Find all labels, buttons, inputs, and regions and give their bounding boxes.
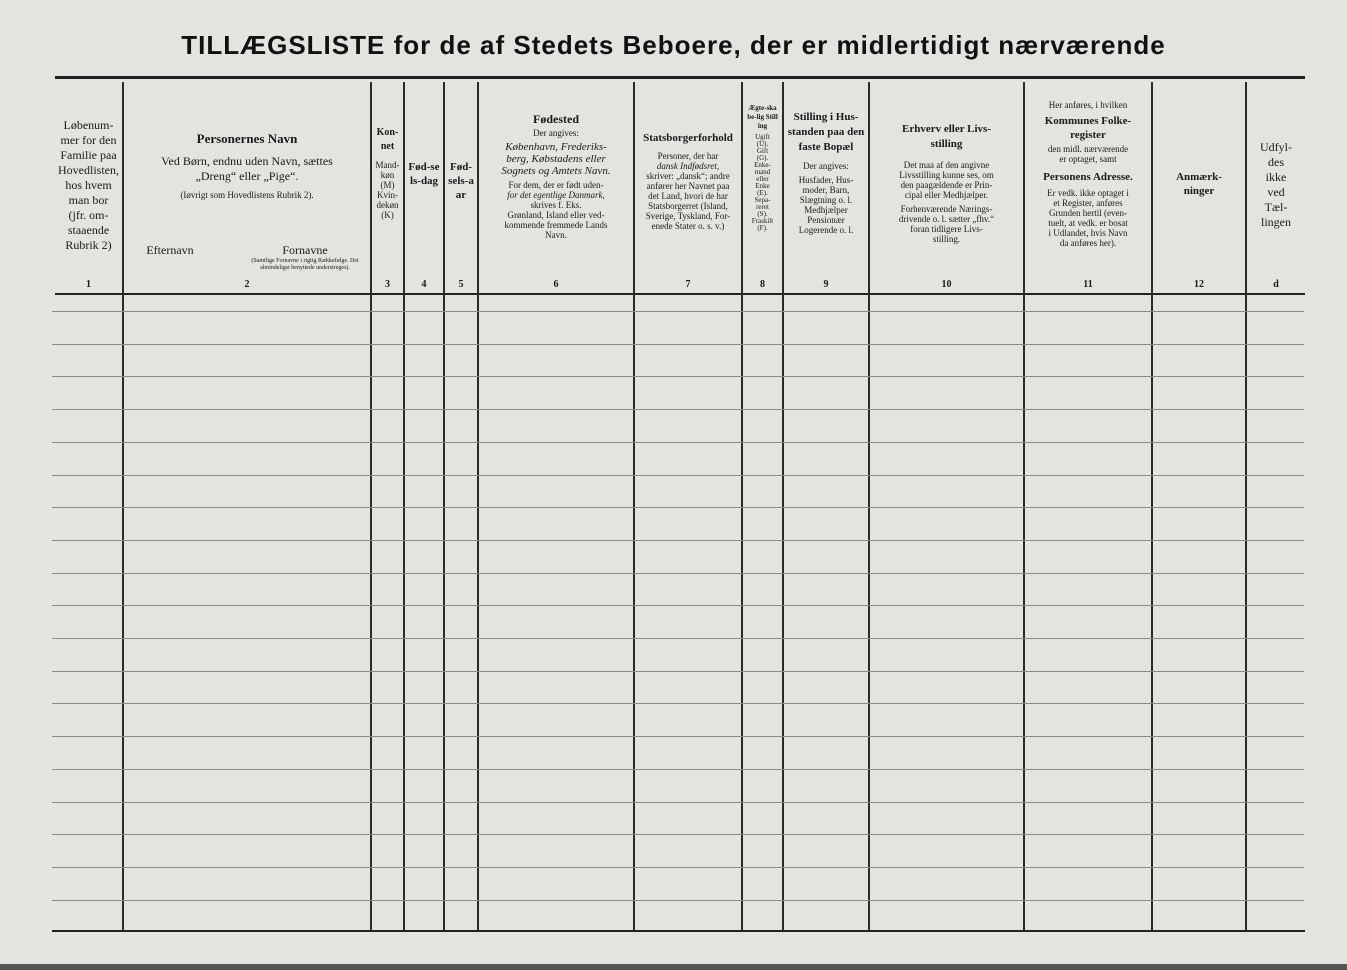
col9-line: Slægtning o. l. bbox=[799, 195, 853, 205]
column-number: 5 bbox=[458, 279, 464, 290]
column-4-header bbox=[405, 160, 443, 350]
col3-line: Mand- bbox=[375, 160, 400, 170]
column-2-header bbox=[124, 132, 370, 322]
col1-line: Hovedlisten, bbox=[58, 163, 119, 177]
col2-note: (Samtlige Fornavne i rigtig Rækkefølge. Det almindeligst benyttede understreges). bbox=[251, 258, 359, 271]
column-d-header bbox=[1247, 140, 1305, 330]
col6-line: København, Frederiks- bbox=[505, 141, 607, 153]
column-11-header bbox=[1025, 100, 1151, 290]
col10-line: cipal eller Medhjælper. bbox=[904, 190, 989, 200]
col4-heading: Fød-sels-dag bbox=[408, 161, 440, 187]
column-8-header bbox=[743, 104, 782, 274]
cold-line: lingen bbox=[1261, 215, 1291, 229]
col9-line: Medhjælper bbox=[804, 205, 848, 215]
col11-line: tuelt, at vedk. er bosat bbox=[1048, 218, 1128, 228]
col10-line: den paagældende er Prin- bbox=[900, 180, 993, 190]
col1-line: mer for den bbox=[60, 133, 117, 147]
row-line bbox=[52, 638, 1304, 639]
col3-line: Kvin- bbox=[377, 190, 398, 200]
column-number: 6 bbox=[553, 279, 559, 290]
row-line bbox=[52, 344, 1304, 345]
column-number: 9 bbox=[823, 279, 829, 290]
col6-line: Der angives: bbox=[533, 128, 579, 138]
col11-line: i Udlandet, hvis Navn bbox=[1048, 228, 1128, 238]
col7-heading: Statsborgerforhold bbox=[643, 132, 733, 144]
col3-line: (M) bbox=[380, 180, 395, 190]
cold-line: Tæl- bbox=[1264, 200, 1288, 214]
col8-line: (U). bbox=[756, 140, 769, 148]
col1-line: hos hvem bbox=[65, 178, 112, 192]
col10-heading: Erhverv eller Livs-stilling bbox=[902, 123, 991, 150]
col11-line: Grunden hertil (even- bbox=[1049, 208, 1127, 218]
col6-line: for det egentlige Danmark, bbox=[507, 190, 605, 200]
col2-line: (Iøvrigt som Hovedlistens Rubrik 2). bbox=[180, 190, 314, 200]
column-number: d bbox=[1273, 279, 1279, 290]
col11-line: et Register, anføres bbox=[1053, 198, 1123, 208]
col11-pre: Her anføres, i hvilken bbox=[1048, 100, 1128, 110]
col7-line: Personer, der har bbox=[657, 151, 719, 161]
col6-heading: Fødested bbox=[533, 112, 579, 126]
col11-line: Er vedk. ikke optaget i bbox=[1047, 188, 1129, 198]
col8-line: (G). bbox=[756, 154, 769, 162]
col11-line: den midl. nærværende bbox=[1047, 144, 1129, 154]
col1-line: Familie paa bbox=[60, 148, 117, 162]
column-12-header bbox=[1153, 170, 1245, 360]
col2-line: „Dreng“ eller „Pige“. bbox=[195, 169, 299, 183]
col3-line: (K) bbox=[381, 210, 394, 220]
col6-line: Grønland, Island eller ved- bbox=[507, 210, 605, 220]
cold-line: ved bbox=[1267, 185, 1285, 199]
col8-line: (E). bbox=[757, 189, 768, 197]
col1-line: Rubrik 2) bbox=[65, 238, 112, 252]
column-number: 1 bbox=[86, 279, 91, 290]
col10-line: drivende o. l. sætter „fhv.“ bbox=[898, 214, 995, 224]
col3-line: køn bbox=[380, 170, 395, 180]
column-number: 4 bbox=[421, 279, 427, 290]
col6-line: skrives f. Eks. bbox=[530, 200, 582, 210]
col11-line: da anføres her). bbox=[1059, 238, 1117, 248]
column-number: 3 bbox=[385, 279, 390, 290]
col6-line: berg, Købstadens eller bbox=[506, 153, 606, 165]
col1-line: (jfr. om- bbox=[68, 208, 109, 222]
scan-edge bbox=[0, 964, 1347, 970]
col3-heading: Kon-net bbox=[376, 127, 399, 152]
col6-line: Sognets og Amtets Navn. bbox=[501, 165, 611, 177]
col7-line: det Land, hvori de har bbox=[648, 191, 728, 201]
form-title: TILLÆGSLISTE for de af Stedets Beboere, der er midlertidigt nærværende bbox=[181, 30, 1166, 60]
col8-line: Enke- bbox=[754, 161, 771, 169]
cold-line: ikke bbox=[1265, 170, 1287, 184]
col1-line: man bor bbox=[68, 193, 109, 207]
column-number: 8 bbox=[760, 279, 765, 290]
column-number: 11 bbox=[1083, 279, 1093, 290]
col1-line: staaende bbox=[67, 223, 110, 237]
col8-line: Ugift bbox=[755, 133, 770, 141]
top-rule bbox=[55, 76, 1305, 79]
column-6-header bbox=[479, 112, 633, 302]
col11-heading: Kommunes Folke-register bbox=[1044, 115, 1132, 141]
col7-line: dansk Indfødsret, bbox=[656, 161, 720, 171]
row-line bbox=[52, 540, 1304, 541]
col10-line: Livsstilling kunne ses, om bbox=[899, 170, 994, 180]
col11-heading2: Personens Adresse. bbox=[1043, 171, 1133, 183]
col7-line: Sverige, Tyskland, For- bbox=[645, 211, 731, 221]
row-line bbox=[52, 802, 1304, 803]
row-line bbox=[52, 573, 1304, 574]
col10-line: foran tidligere Livs- bbox=[910, 224, 983, 234]
row-line bbox=[52, 409, 1304, 410]
column-number: 2 bbox=[244, 279, 250, 290]
column-7-header bbox=[635, 131, 741, 321]
col5-heading: Fød-sels-aar bbox=[448, 161, 474, 201]
column-9-header bbox=[784, 110, 868, 300]
col9-heading: Stilling i Hus-standen paa den faste Bopæl bbox=[787, 111, 865, 153]
col2-sub-right bbox=[245, 243, 365, 283]
bottom-rule bbox=[52, 930, 1305, 932]
col6-line: kommende fremmede Lands bbox=[504, 220, 608, 230]
col10-line: Forhenværende Nærings- bbox=[900, 204, 993, 214]
col10-line: stilling. bbox=[932, 234, 961, 244]
col2-fornavne: Fornavne bbox=[282, 243, 328, 257]
col8-heading: Ægte-skabe-lig Stilling bbox=[747, 104, 778, 130]
col7-line: skriver: „dansk“; andre bbox=[646, 171, 730, 181]
col8-line: (F). bbox=[757, 224, 768, 232]
col9-line: Pensionær bbox=[807, 215, 845, 225]
col9-line: Husfader, Hus- bbox=[798, 175, 854, 185]
col6-line: Navn. bbox=[545, 230, 567, 240]
row-line bbox=[52, 736, 1304, 737]
row-line bbox=[52, 442, 1304, 443]
col2-sub-left bbox=[130, 243, 210, 263]
col7-line: anfører her Navnet paa bbox=[646, 181, 730, 191]
col2-heading: Personernes Navn bbox=[196, 132, 298, 146]
row-line bbox=[52, 671, 1304, 672]
col2-line: Ved Børn, endnu uden Navn, sættes bbox=[161, 154, 333, 168]
col8-line: reret bbox=[756, 203, 769, 211]
row-line bbox=[52, 834, 1304, 835]
row-line bbox=[52, 475, 1304, 476]
col9-line: moder, Barn, bbox=[802, 185, 850, 195]
column-number: 7 bbox=[685, 279, 691, 290]
row-line bbox=[52, 605, 1304, 606]
col10-line: Det maa af den angivne bbox=[903, 160, 990, 170]
col8-line: (S). bbox=[757, 210, 768, 218]
col11-line: er optaget, samt bbox=[1059, 154, 1117, 164]
column-number: 12 bbox=[1194, 279, 1204, 290]
col9-line: Logerende o. l. bbox=[798, 225, 854, 235]
row-line bbox=[52, 507, 1304, 508]
col7-line: enede Stater o. s. v.) bbox=[651, 221, 725, 231]
col8-line: eller bbox=[756, 175, 769, 183]
cold-line: Udfyl- bbox=[1260, 140, 1292, 154]
row-line bbox=[52, 376, 1304, 377]
col1-line: Løbenum- bbox=[63, 118, 114, 132]
col8-line: mand bbox=[754, 168, 771, 176]
col8-line: Enke bbox=[755, 182, 770, 190]
col3-line: dekøn bbox=[376, 200, 399, 210]
column-number: 10 bbox=[941, 279, 952, 290]
column-5-header bbox=[445, 160, 477, 350]
col12-heading: Anmærk-ninger bbox=[1176, 171, 1222, 197]
col8-line: Sepa- bbox=[754, 196, 771, 204]
row-line bbox=[52, 900, 1304, 901]
col6-line: For dem, der er født uden- bbox=[508, 180, 604, 190]
row-line bbox=[52, 703, 1304, 704]
col8-line: Gift bbox=[756, 147, 769, 155]
col8-line: Fraskilt bbox=[751, 217, 774, 225]
col9-line: Der angives: bbox=[803, 161, 849, 171]
row-line bbox=[52, 769, 1304, 770]
col2-efternavn: Efternavn bbox=[146, 243, 194, 257]
col7-line: Statsborgerret (Island, bbox=[648, 201, 728, 211]
row-line bbox=[52, 867, 1304, 868]
cold-line: des bbox=[1268, 155, 1284, 169]
